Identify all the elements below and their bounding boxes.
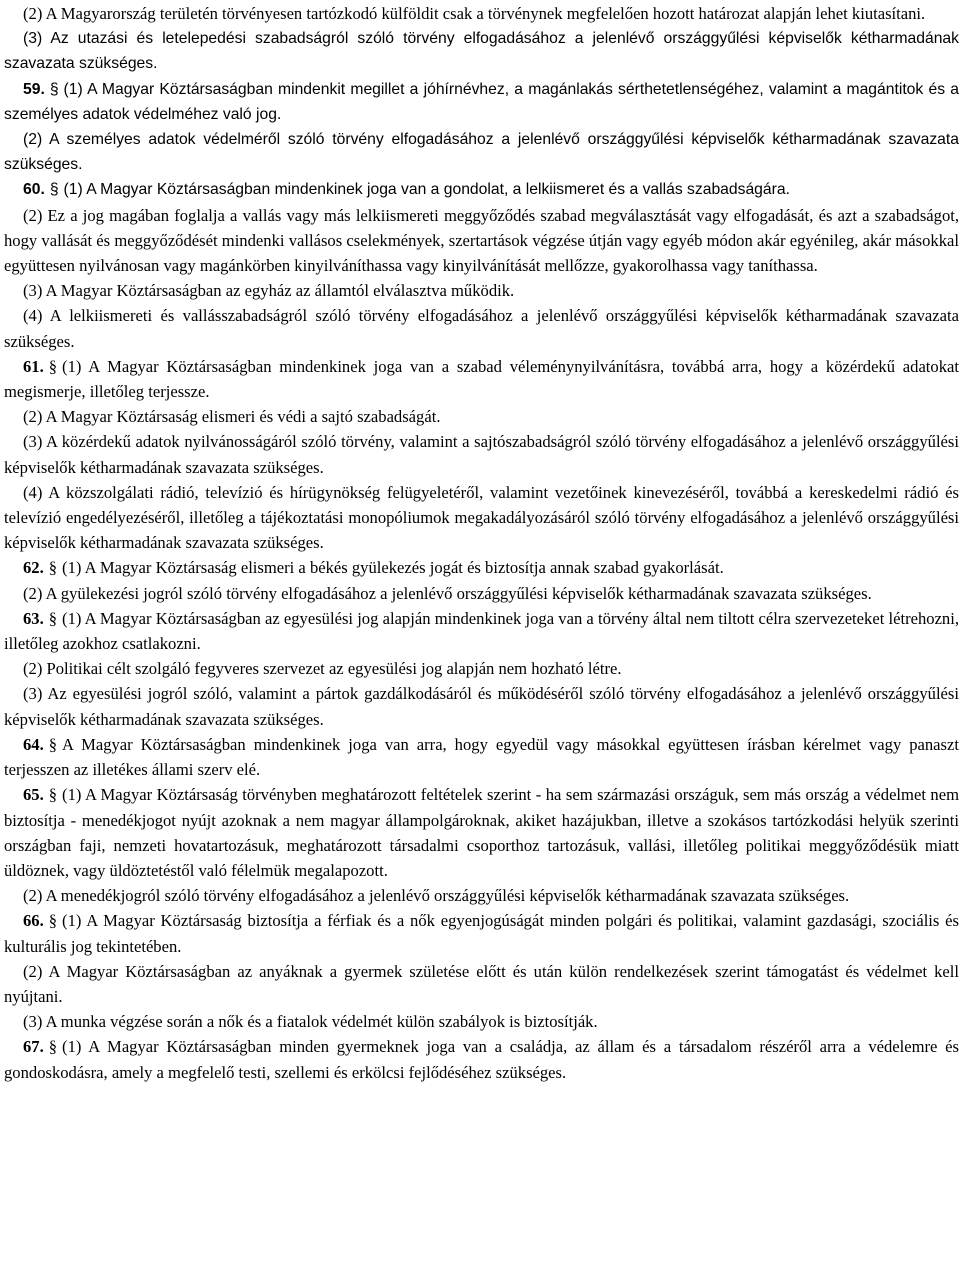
- paragraph-text: (1) A Magyar Köztársaságban mindenkinek joga van a szabad véleménynyilvánításra, továbbá arra, hogy a közérdekű adatokat megismerje, illetőleg terjessze.: [4, 356, 959, 402]
- section-sign: §: [48, 608, 58, 628]
- paragraph: [4, 782, 959, 883]
- paragraph: [4, 127, 959, 177]
- paragraph: [4, 1034, 959, 1084]
- paragraph: [4, 1009, 959, 1034]
- section-number: 67.: [23, 1037, 44, 1057]
- paragraph-text: (3) Az egyesülési jogról szóló, valamint a pártok gazdálkodásáról és működéséről szóló törvény elfogadásához a jelenlévő országgyűlési képviselők kétharmadának szavazata szükséges.: [4, 684, 959, 729]
- paragraph: [4, 429, 959, 479]
- paragraph-text: (3) Az utazási és letelepedési szabadságról szóló törvény elfogadásához a jelenlévő országgyűlési képviselők kétharmadának szavazata szükséges.: [4, 30, 959, 73]
- paragraph: [4, 908, 959, 958]
- paragraph-text: (1) A Magyar Köztársaság elismeri a békés gyülekezés jogát és biztosítja annak szabad gyakorlását.: [62, 558, 724, 578]
- section-number: 62.: [23, 558, 44, 578]
- section-sign: §: [48, 911, 58, 931]
- section-sign: §: [48, 785, 58, 805]
- paragraph-text: (1) A Magyar Köztársaság törvényben meghatározott feltételek szerint - ha sem származási országuk, sem más ország a védelmet nem biztosítja - menedékjogot nyújt azoknak a nem magyar állampolgároknak, akiket hazájukban, illetve a szokásos tartózkodási helyük szerinti országban faji, nemzeti hovatartozásuk, meghatározott társadalmi csoporthoz tartozásuk, vallási, illetőleg politikai meggyőződésük miatt üldöznek, vagy üldöztetéstől való félelmük megalapozott.: [4, 785, 959, 880]
- paragraph-text: (1) A Magyar Köztársaság biztosítja a férfiak és a nők egyenjogúságát minden polgári és politikai, valamint gazdasági, szociális és kulturális jog tekintetében.: [4, 911, 959, 956]
- paragraph: [4, 404, 959, 429]
- section-sign: §: [49, 80, 59, 98]
- paragraph: [4, 177, 959, 202]
- paragraph-text: (2) A személyes adatok védelméről szóló törvény elfogadásához a jelenlévő országgyűlési képviselők kétharmadának szavazata szükséges.: [4, 131, 959, 174]
- paragraph: [4, 354, 959, 404]
- section-number: 60.: [23, 181, 45, 199]
- paragraph: [4, 278, 959, 303]
- paragraph-text: A Magyar Köztársaságban mindenkinek joga van arra, hogy egyedül vagy másokkal együttesen írásban kérelmet vagy panaszt terjesszen az illetékes állami szerv elé.: [4, 734, 959, 780]
- paragraph: [4, 959, 959, 1009]
- section-number: 61.: [23, 356, 44, 376]
- paragraph-text: (1) A Magyar Köztársaságban mindenkinek joga van a gondolat, a lelkiismeret és a vallás szabadságára.: [63, 181, 790, 199]
- paragraph: [4, 480, 959, 556]
- paragraph: [4, 606, 959, 656]
- paragraph-text: (4) A közszolgálati rádió, televízió és hírügynökség felügyeletéről, valamint vezetőinek kinevezéséről, továbbá a kereskedelmi rádió és televízió engedélyezéséről, illetőleg a tájékoztatási monopóliumok megakadályozásáról szóló törvény elfogadásához a jelenlévő országgyűlési képviselők kétharmadának szavazata szükséges.: [4, 482, 959, 553]
- paragraph: [4, 303, 959, 353]
- paragraph: [4, 681, 959, 731]
- paragraph-text: (4) A lelkiismereti és vallásszabadságról szóló törvény elfogadásához a jelenlévő országgyűlési képviselők kétharmadának szavazata szükséges.: [4, 306, 959, 351]
- section-sign: §: [48, 734, 58, 754]
- paragraph: [4, 732, 959, 782]
- section-number: 66.: [23, 911, 44, 931]
- paragraph-text: (2) Ez a jog magában foglalja a vallás vagy más lelkiismereti meggyőződés szabad megválasztását vagy elfogadását, és azt a szabadságot, hogy vallását és meggyőződését mindenki vallásos cselekmények, szertartások végzése útján vagy egyéb módon akár egyénileg, akár másokkal együttesen nyilvánosan vagy magánkörben kinyilváníthassa vagy kinyilvánítását mellőzze, gyakorolhassa vagy taníthassa.: [4, 205, 959, 276]
- paragraph-text: (1) A Magyar Köztársaságban mindenkit megillet a jóhírnévhez, a magánlakás sérthetetlenségéhez, valamint a magántitok és a személyes adatok védelméhez való jog.: [4, 80, 959, 123]
- paragraph-text: (2) A Magyar Köztársaság elismeri és védi a sajtó szabadságát.: [23, 407, 441, 427]
- paragraph-text: (3) A közérdekű adatok nyilvánosságáról szóló törvény, valamint a sajtószabadságról szóló törvény elfogadásához a jelenlévő országgyűlési képviselők kétharmadának szavazata szükséges.: [4, 432, 959, 477]
- section-number: 59.: [23, 80, 45, 98]
- paragraph-text: (1) A Magyar Köztársaságban minden gyermeknek joga van a családja, az állam és a társadalom részéről arra a védelemre és gondoskodásra, amely a megfelelő testi, szellemi és erkölcsi fejlődéséhez szükséges.: [4, 1037, 959, 1082]
- paragraph: [4, 1, 959, 26]
- paragraph: [4, 656, 959, 681]
- section-sign: §: [48, 558, 58, 578]
- paragraph: [4, 77, 959, 127]
- section-number: 64.: [23, 734, 44, 754]
- paragraph-text: (2) A Magyar Köztársaságban az anyáknak a gyermek születése előtt és után külön rendelkezések szerint támogatást és védelmet kell nyújtani.: [4, 961, 959, 1006]
- section-number: 65.: [23, 785, 44, 805]
- paragraph: [4, 555, 959, 580]
- paragraph: [4, 203, 959, 279]
- section-sign: §: [48, 1037, 58, 1057]
- paragraph-text: (2) A gyülekezési jogról szóló törvény elfogadásához a jelenlévő országgyűlési képviselők kétharmadának szavazata szükséges.: [23, 583, 872, 603]
- section-sign: §: [49, 181, 59, 199]
- section-number: 63.: [23, 608, 44, 628]
- paragraph: [4, 26, 959, 76]
- paragraph-text: (3) A munka végzése során a nők és a fiatalok védelmét külön szabályok is biztosítják.: [23, 1012, 598, 1032]
- document-page: [4, 1, 959, 1085]
- section-sign: §: [48, 356, 58, 376]
- paragraph-text: (1) A Magyar Köztársaságban az egyesülési jog alapján mindenkinek joga van a törvény által nem tiltott célra szervezeteket létrehozni, illetőleg azokhoz csatlakozni.: [4, 608, 959, 654]
- paragraph: [4, 581, 959, 606]
- paragraph-text: (2) A menedékjogról szóló törvény elfogadásához a jelenlévő országgyűlési képviselők kétharmadának szavazata szükséges.: [23, 886, 850, 906]
- paragraph: [4, 883, 959, 908]
- paragraph-text: (2) A Magyarország területén törvényesen tartózkodó külföldit csak a törvénynek megfelelően hozott határozat alapján lehet kiutasítani.: [23, 4, 926, 23]
- paragraph-text: (2) Politikai célt szolgáló fegyveres szervezet az egyesülési jog alapján nem hozható létre.: [23, 659, 622, 679]
- paragraph-text: (3) A Magyar Köztársaságban az egyház az államtól elválasztva működik.: [23, 281, 515, 301]
